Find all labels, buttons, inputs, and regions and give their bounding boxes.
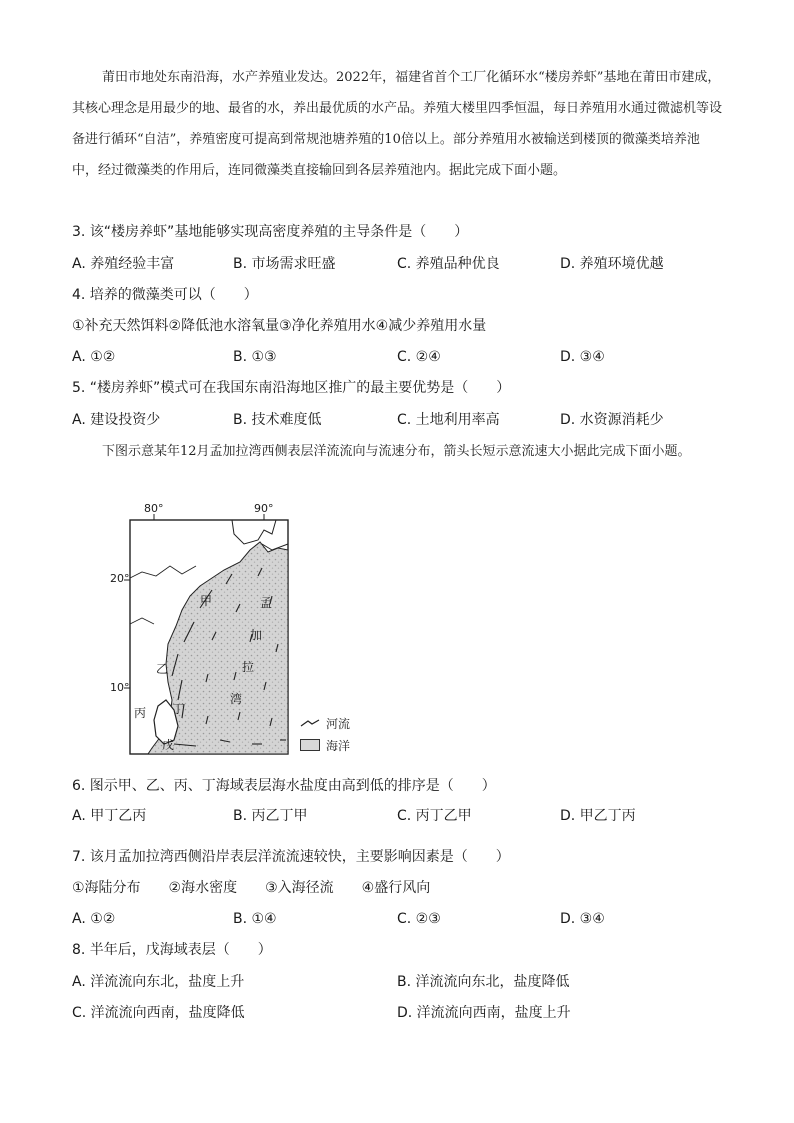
passage-bay-of-bengal: 下图示意某年12月孟加拉湾西侧表层洋流流向与流速分布，箭头长短示意流速大小据此完成下面小题。: [102, 444, 691, 459]
label-jia: 甲: [200, 594, 213, 608]
ocean-legend-swatch: [300, 739, 320, 751]
q8-option-a[interactable]: A. 洋流流向东北，盐度上升: [72, 974, 245, 990]
question-5-stem: 5. “楼房养虾”模式可在我国东南沿海地区推广的最主要优势是（ ）: [72, 380, 511, 396]
q5-option-d[interactable]: D. 水资源消耗少: [560, 412, 664, 428]
label-yi: 乙: [156, 662, 169, 676]
label-wu: 戊: [162, 738, 175, 752]
q4-option-d[interactable]: D. ③④: [560, 349, 605, 365]
legend-river-label: 河流: [326, 716, 351, 731]
q7-option-d[interactable]: D. ③④: [560, 911, 605, 927]
q7-option-a[interactable]: A. ①②: [72, 911, 116, 927]
q3-option-d[interactable]: D. 养殖环境优越: [560, 256, 664, 272]
q5-option-a[interactable]: A. 建设投资少: [72, 412, 161, 428]
q8-option-d[interactable]: D. 洋流流向西南，盐度上升: [397, 1005, 571, 1021]
q8-option-b[interactable]: B. 洋流流向东北，盐度降低: [397, 974, 570, 990]
q6-option-c[interactable]: C. 丙丁乙甲: [397, 808, 472, 824]
q5-option-c[interactable]: C. 土地利用率高: [397, 412, 500, 428]
map-legend: [300, 712, 350, 756]
question-6-stem: 6. 图示甲、乙、丙、丁海域表层海水盐度由高到低的排序是（ ）: [72, 778, 496, 794]
question-4-statements: ①补充天然饵料②降低池水溶氧量③净化养殖用水④减少养殖用水量: [72, 318, 487, 334]
river-legend-icon: [300, 718, 320, 728]
q6-option-d[interactable]: D. 甲乙丁丙: [560, 808, 636, 824]
q3-option-a[interactable]: A. 养殖经验丰富: [72, 256, 175, 272]
lon-label-90: 90°: [254, 502, 274, 515]
passage-shrimp: 莆田市地处东南沿海，水产养殖业发达。2022年，福建省首个工厂化循环水“楼房养虾”基地在莆田市建成，其核心理念是用最少的地、最省的水，养出最优质的水产品。养殖大楼里四季恒温，每日养殖用水通过微滤机等设备进行循环“自洁”，养殖密度可提高到常规池塘养殖的10倍以上。部分养殖用水被输送到楼顶的微藻类培养池中，经过微藻类的作用后，连同微藻类直接输回到各层养殖池内。据此完成下面小题。: [72, 70, 723, 178]
label-wan: 湾: [230, 692, 243, 706]
q8-option-c[interactable]: C. 洋流流向西南，盐度降低: [72, 1005, 245, 1021]
q7-option-b[interactable]: B. ①④: [233, 911, 277, 927]
label-jia2: 加: [250, 628, 263, 642]
question-4-stem: 4. 培养的微藻类可以（ ）: [72, 287, 258, 303]
label-meng: 孟: [260, 596, 273, 610]
question-8-stem: 8. 半年后，戊海域表层（ ）: [72, 942, 272, 958]
q4-option-a[interactable]: A. ①②: [72, 349, 116, 365]
q6-option-b[interactable]: B. 丙乙丁甲: [233, 808, 308, 824]
label-ding: 丁: [172, 702, 185, 716]
label-bing: 丙: [134, 706, 147, 720]
q5-option-b[interactable]: B. 技术难度低: [233, 412, 322, 428]
lat-label-10: 10°: [110, 681, 130, 694]
legend-ocean-label: 海洋: [326, 738, 351, 753]
q3-option-b[interactable]: B. 市场需求旺盛: [233, 256, 336, 272]
question-3-stem: 3. 该“楼房养虾”基地能够实现高密度养殖的主导条件是（ ）: [72, 224, 469, 240]
q7-option-c[interactable]: C. ②③: [397, 911, 441, 927]
question-7-stem: 7. 该月孟加拉湾西侧沿岸表层洋流流速较快，主要影响因素是（ ）: [72, 849, 510, 865]
q4-option-c[interactable]: C. ②④: [397, 349, 441, 365]
label-la: 拉: [242, 660, 255, 674]
question-7-statements: ①海陆分布 ②海水密度 ③入海径流 ④盛行风向: [72, 880, 431, 896]
lon-label-80: 80°: [144, 502, 164, 515]
q4-option-b[interactable]: B. ①③: [233, 349, 277, 365]
q3-option-c[interactable]: C. 养殖品种优良: [397, 256, 500, 272]
lat-label-20: 20°: [110, 572, 130, 585]
q6-option-a[interactable]: A. 甲丁乙丙: [72, 808, 147, 824]
